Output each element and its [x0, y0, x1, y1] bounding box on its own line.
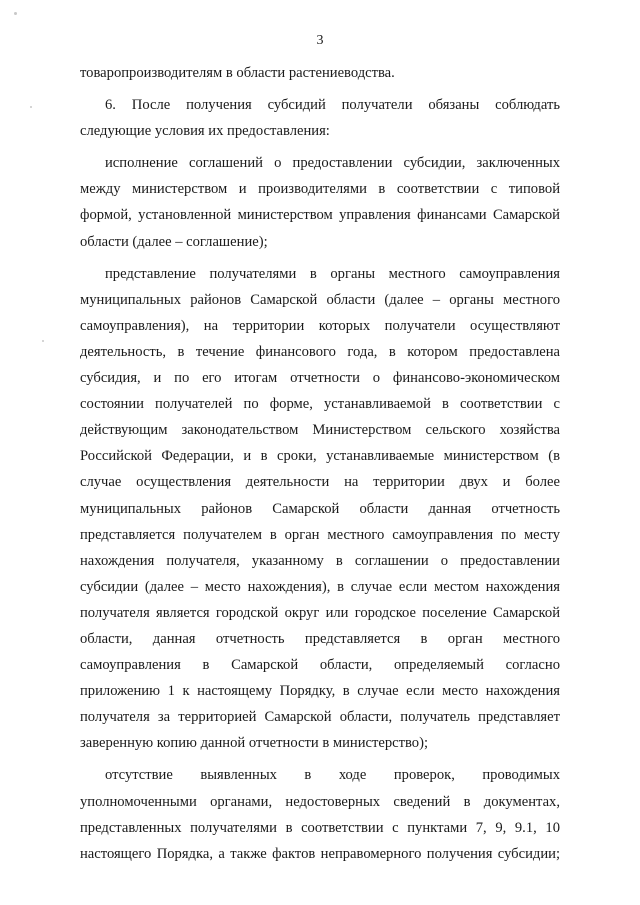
- text-line: области (далее – соглашение);: [80, 233, 268, 250]
- text-line: 6. После получения субсидий получатели обязаны соблюдать: [105, 97, 560, 114]
- text-line: области, данная отчетность представляется в орган местного: [80, 630, 560, 647]
- text-line: заверенную копию данной отчетности в министерство);: [80, 735, 429, 752]
- text-line: самоуправления в Самарской области, определяемый согласно: [80, 657, 560, 674]
- text-line: отсутствие выявленных в ходе проверок, проводимых: [105, 767, 560, 784]
- scan-speck: [30, 106, 32, 108]
- text-line: субсидия, и по его итогам отчетности о финансово-экономическом: [80, 370, 560, 387]
- text-line: формой, установленной министерством управления финансами Самарской: [80, 207, 560, 224]
- text-line: следующие условия их предоставления:: [80, 123, 330, 140]
- text-line: представление получателями в органы местного самоуправления: [105, 265, 560, 282]
- text-line: случае осуществления деятельности на территории двух и более: [80, 474, 560, 491]
- text-line: нахождения получателя, указанному в соглашении о предоставлении: [80, 552, 560, 569]
- scan-speck: [14, 12, 17, 15]
- text-line: приложению 1 к настоящему Порядку, в случае если место нахождения: [80, 683, 560, 700]
- text-line: представленных получателями в соответствии с пунктами 7, 9, 9.1, 10: [80, 819, 560, 836]
- text-line: состоянии получателей по форме, устанавливаемой в соответствии с: [80, 396, 560, 413]
- text-line: субсидии (далее – место нахождения), в случае если местом нахождения: [80, 578, 560, 595]
- text-line: самоуправления), на территории которых получатели осуществляют: [80, 317, 560, 334]
- text-line: товаропроизводителям в области растениеводства.: [80, 65, 395, 81]
- text-line: исполнение соглашений о предоставлении субсидии, заключенных: [105, 155, 560, 172]
- text-line: представляется получателем в орган местного самоуправления по месту: [80, 526, 560, 543]
- text-line: Российской Федерации, и в сроки, устанавливаемые министерством (в: [80, 448, 560, 465]
- scan-speck: [42, 340, 44, 342]
- text-line: между министерством и производителями в соответствии с типовой: [80, 181, 560, 198]
- text-line: настоящего Порядка, а также фактов неправомерного получения субсидии;: [80, 845, 560, 862]
- page-number: 3: [316, 33, 324, 48]
- text-line: получателя является городской округ или городское поселение Самарской: [80, 604, 560, 621]
- text-line: деятельность, в течение финансового года, в котором предоставлена: [80, 343, 560, 360]
- document-body: [80, 60, 560, 867]
- text-line: муниципальных районов Самарской области (далее – органы местного: [80, 291, 560, 308]
- text-line: получателя за территорией Самарской области, получатель представляет: [80, 709, 560, 726]
- text-line: муниципальных районов Самарской области данная отчетность: [80, 500, 560, 517]
- text-line: уполномоченными органами, недостоверных сведений в документах,: [80, 793, 560, 810]
- text-line: действующим законодательством Министерством сельского хозяйства: [80, 422, 560, 439]
